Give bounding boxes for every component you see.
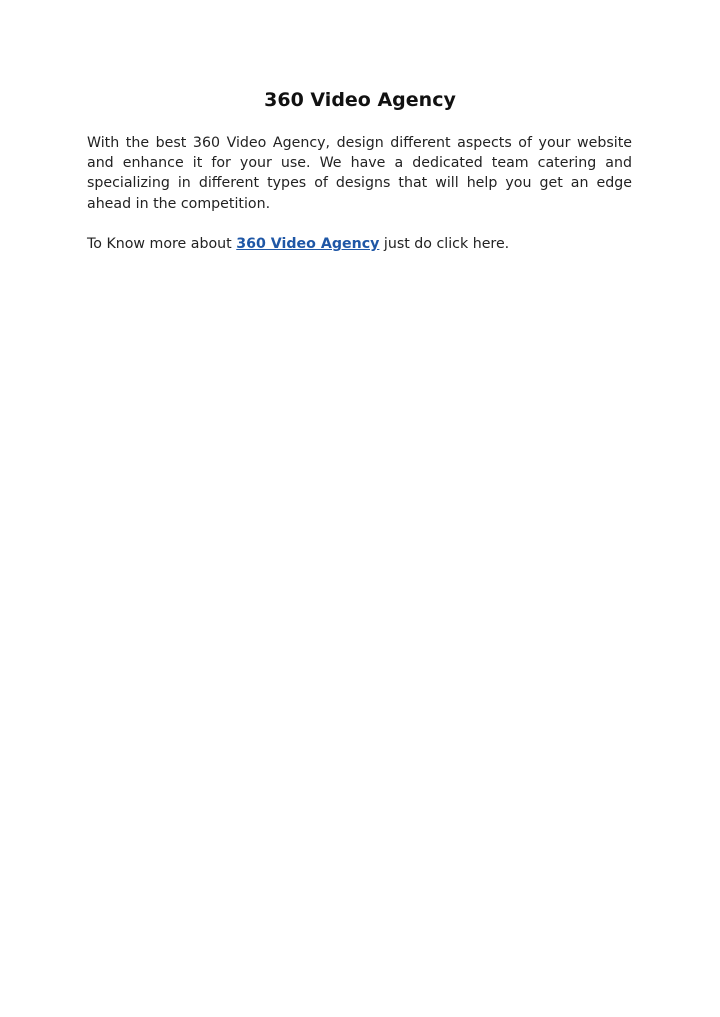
- link-paragraph: [87, 234, 632, 254]
- link-paragraph-suffix: just do click here.: [379, 236, 510, 252]
- document-title: 360 Video Agency: [264, 89, 456, 111]
- link-paragraph-prefix: To Know more about: [87, 236, 237, 252]
- agency-link[interactable]: 360 Video Agency: [236, 236, 380, 252]
- body-paragraph: With the best 360 Video Agency, design different aspects of your website and enhance it for your use. We have a dedicated team catering and specializing in different types of designs that will help you get an edge ahead in the competition.: [87, 135, 632, 212]
